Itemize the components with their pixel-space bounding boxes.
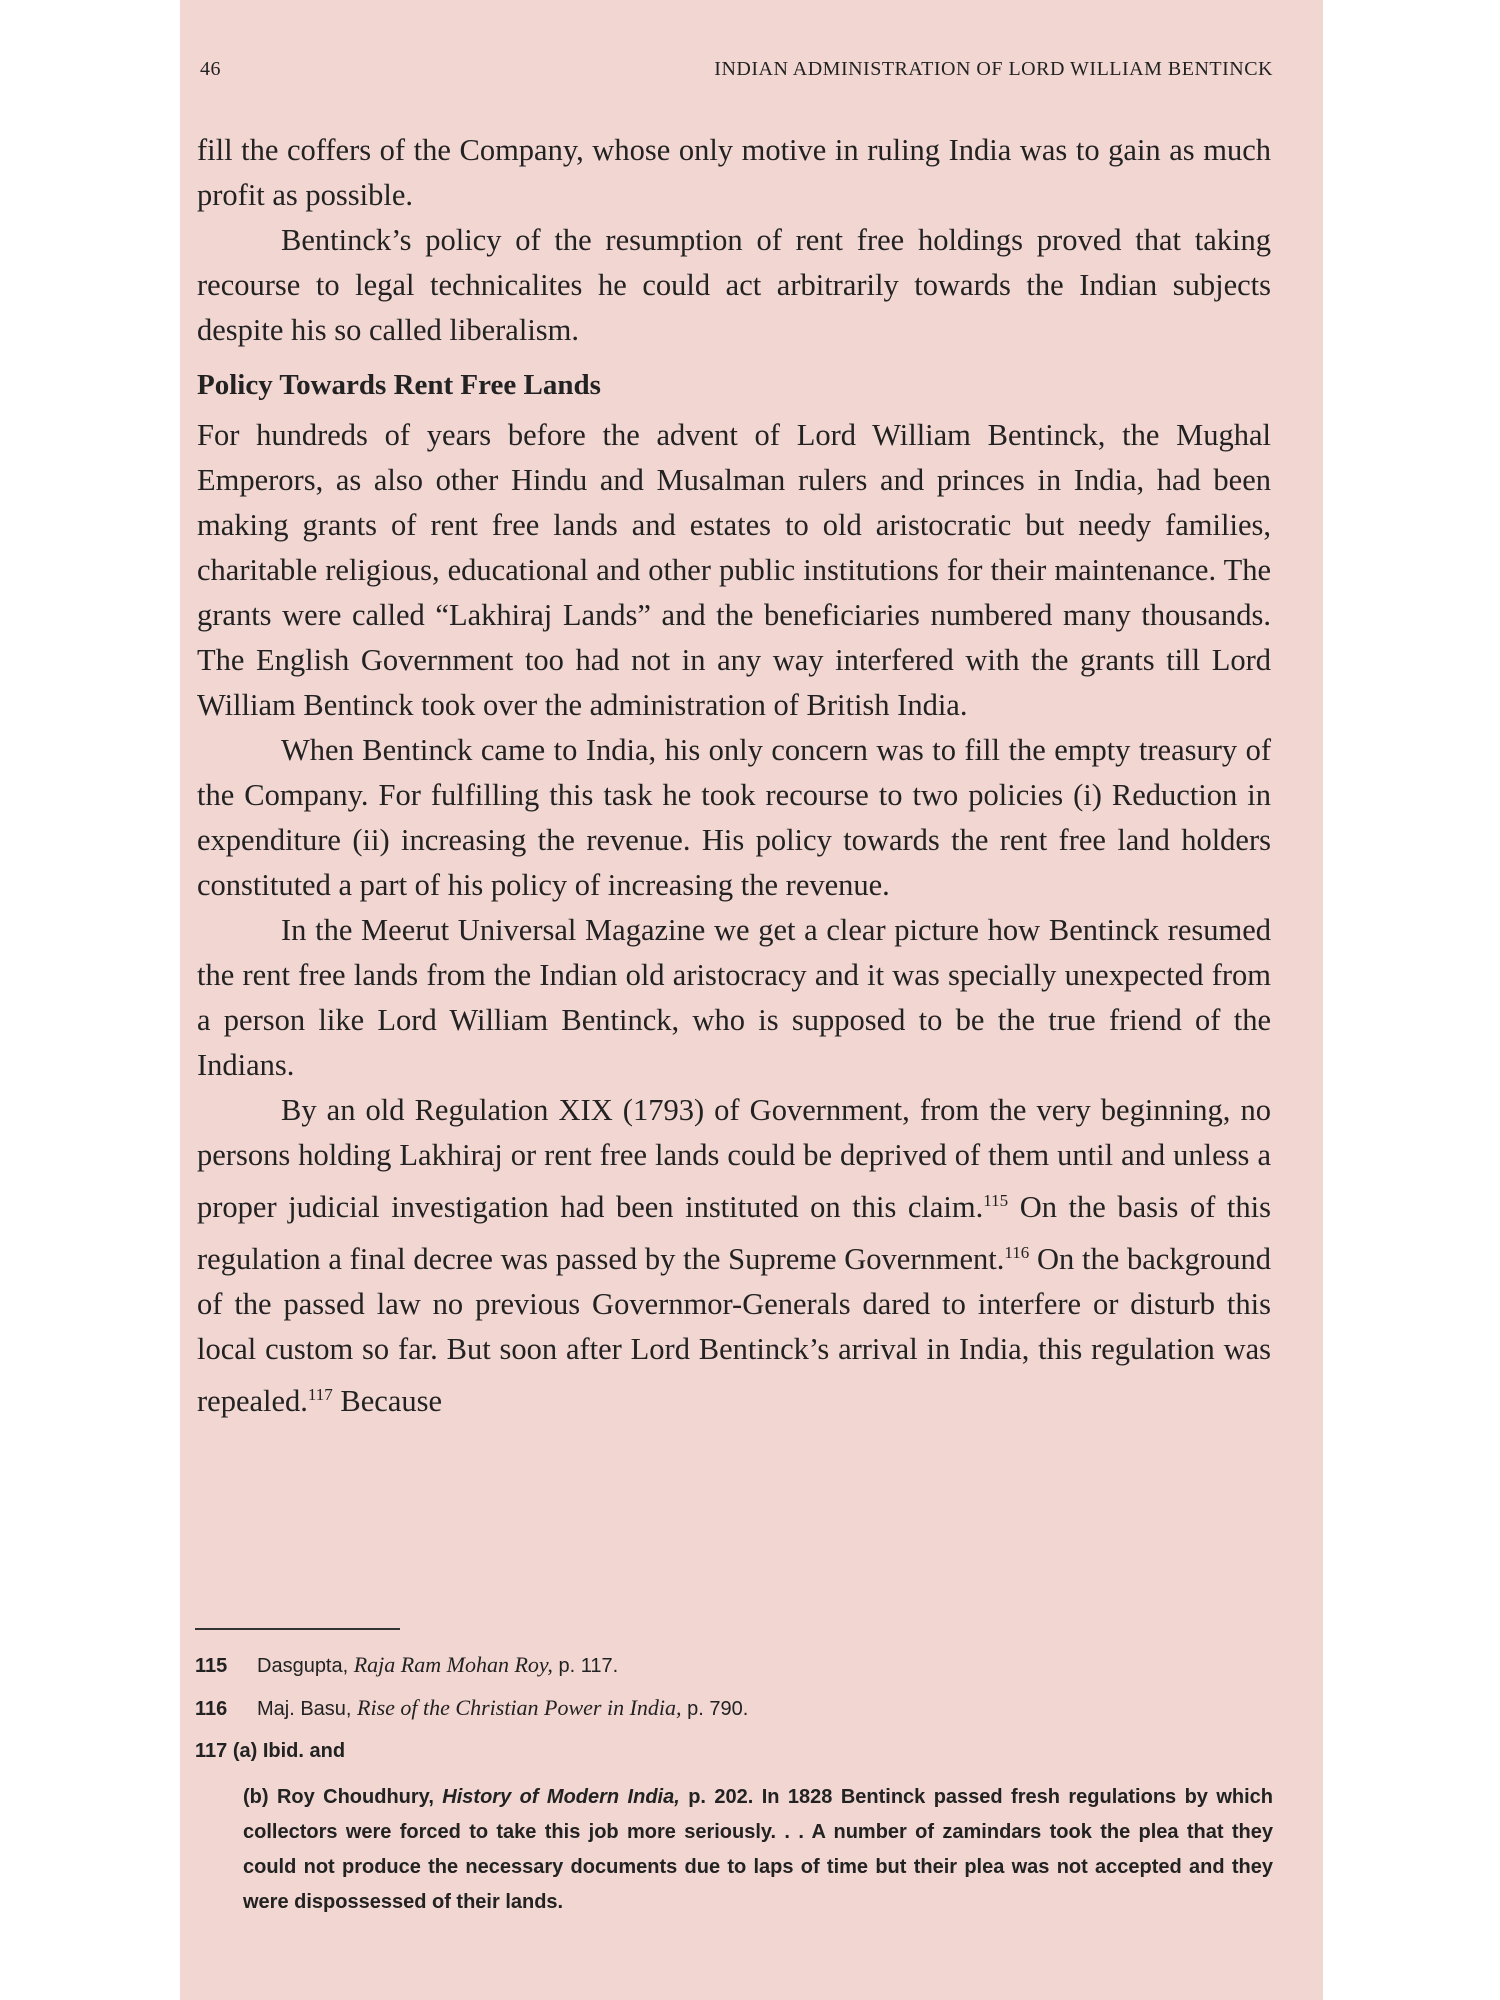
footnotes xyxy=(195,1652,1275,1920)
footnote-ref-115: 115 xyxy=(983,1191,1009,1210)
regulation-text-b: On the basis of this regulation a final decree was passed by the Supreme Government. xyxy=(197,1190,1271,1277)
body-text xyxy=(197,128,1271,1424)
footnote-page: p. 790. xyxy=(681,1698,749,1720)
footnote-115 xyxy=(195,1652,1275,1679)
footnote-number: 115 xyxy=(195,1655,228,1677)
running-title: INDIAN ADMINISTRATION OF LORD WILLIAM BENTINCK xyxy=(714,58,1273,80)
footnote-116 xyxy=(195,1695,1275,1722)
footnote-author: Maj. Basu, xyxy=(257,1698,358,1720)
footnote-ref-116: 116 xyxy=(1004,1243,1030,1263)
paragraph-continued: fill the coffers of the Company, whose only motive in ruling India was to gain as much profit as possible. xyxy=(197,133,1271,212)
footnote-divider xyxy=(195,1628,400,1630)
footnote-title: Rise of the Christian Power in India, xyxy=(357,1695,682,1720)
footnote-title: Raja Ram Mohan Roy, xyxy=(353,1652,553,1677)
footnote-number: 116 xyxy=(195,1698,228,1720)
regulation-text-d: Because xyxy=(332,1384,443,1419)
footnote-text: p. 202. In 1828 Bentinck passed fresh regulations by which collectors were forced to take this job more seriously. . . A number of zamindars took the plea that they could not produce the necessary documents due to laps of time but their plea was not accepted and they were dispossessed of their lands. xyxy=(243,1786,1273,1913)
paragraph-lakhiraj: For hundreds of years before the advent of Lord William Bentinck, the Mughal Emperors, as also other Hindu and Musalman rulers and princes in India, had been making grants of rent free lands and estates to old aristocratic but needy families, charitable religious, educational and other public institutions for their maintenance. The grants were called “Lakhiraj Lands” and the beneficiaries numbered many thousands. The English Government too had not in any way interfered with the grants till Lord William Bentinck took over the administration of British India. xyxy=(197,418,1271,722)
page-number: 46 xyxy=(200,58,221,80)
footnote-text: (a) Ibid. and xyxy=(232,1740,346,1762)
paragraph-regulation-xix xyxy=(197,1088,1271,1424)
paragraph-resumption-policy: Bentinck’s policy of the resumption of rent free holdings proved that taking recourse to legal technicalites he could act arbitrarily towards the Indian subjects despite his so called liberalism. xyxy=(197,223,1271,347)
footnote-117b xyxy=(243,1780,1273,1920)
running-header xyxy=(200,58,1273,81)
footnote-number: 117 xyxy=(195,1740,228,1762)
footnote-author: Dasgupta, xyxy=(257,1655,354,1677)
footnote-page: p. 117. xyxy=(552,1655,619,1677)
footnote-title: History of Modern India, xyxy=(442,1786,680,1808)
footnote-ref-117: 117 xyxy=(307,1385,333,1405)
paragraph-treasury: When Bentinck came to India, his only concern was to fill the empty treasury of the Company. For fulfilling this task he took recourse to two policies (i) Reduction in expenditure (ii) increasing the revenue. His policy towards the rent free land holders constituted a part of his policy of increasing the revenue. xyxy=(197,733,1271,902)
paragraph-meerut-magazine: In the Meerut Universal Magazine we get a clear picture how Bentinck resumed the rent free lands from the Indian old aristocracy and it was specially unexpected from a person like Lord William Bentinck, who is supposed to be the true friend of the Indians. xyxy=(197,913,1271,1082)
section-heading: Policy Towards Rent Free Lands xyxy=(197,369,601,401)
regulation-text-a: By an old Regulation XIX (1793) of Government, from the very beginning, no persons holding Lakhiraj or rent free lands could be deprived of them until and unless a proper judicial investigation had been instituted on this claim. xyxy=(197,1093,1271,1225)
regulation-text-c: On the background of the passed law no previous Governmor-Generals dared to interfere or disturb this local custom so far. But soon after Lord Bentinck’s arrival in India, this regulation was repealed. xyxy=(197,1242,1271,1419)
footnote-117a xyxy=(195,1738,1275,1764)
footnote-label: (b) Roy Choudhury, xyxy=(243,1786,443,1808)
book-page xyxy=(180,0,1323,2000)
